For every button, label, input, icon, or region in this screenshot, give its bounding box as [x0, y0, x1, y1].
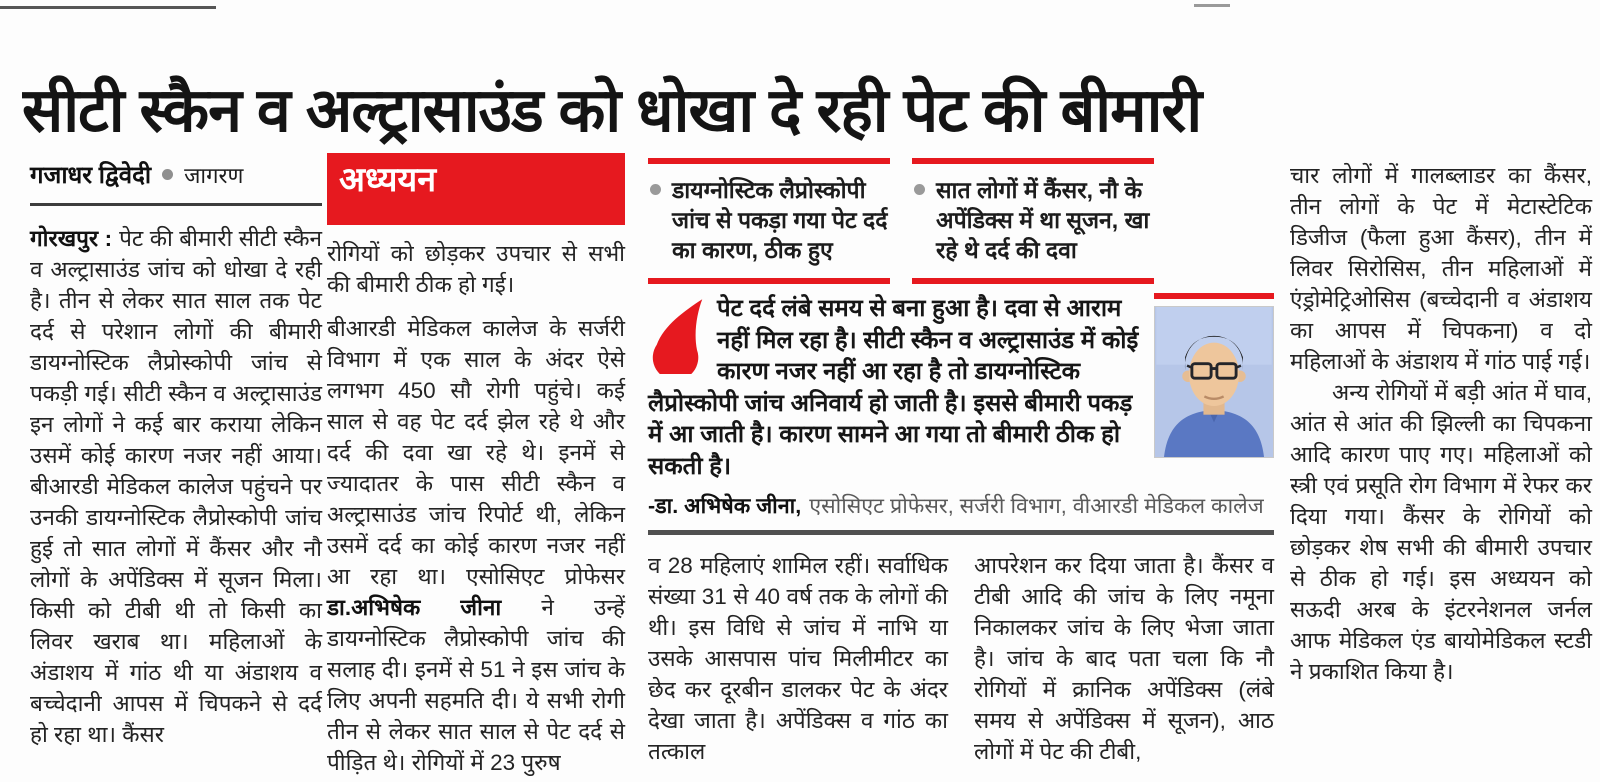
quote-mark-icon — [648, 298, 704, 374]
article-column-2 — [327, 153, 625, 778]
doctor-name: डा.अभिषेक जीना — [327, 594, 502, 620]
column3-paragraph: व 28 महिलाएं शामिल रहीं। सर्वाधिक संख्या 31 से 40 वर्ष तक के लोगों की थी। इस विधि से जांच में नाभि या उसके आसपास पांच मिलीमीटर का छेद कर दूरबीन डालकर पेट के अंदर देखा जाता है। अपेंडिक्स व गांठ का तत्काल — [648, 553, 948, 764]
column5-paragraph-1: चार लोगों में गालब्लाडर का कैंसर, तीन लोगों के पेट में मेटास्टेटिक डिजीज (फैला हुआ कैंसर), तीन में लिवर सिरोसिस, तीन महिलाओं में एंड्रोमेट्रिओसिस (बच्चेदानी व अंडाशय का आपस में चिपकना) व दो महिलाओं के अंडाशय में गांठ पाई गई। — [1290, 163, 1592, 374]
highlight-text: सात लोगों में कैंसर, नौ के अपेंडिक्स में था सूजन, खा रहे थे दर्द की दवा — [936, 177, 1150, 263]
quote-text: पेट दर्द लंबे समय से बना हुआ है। दवा से आराम नहीं मिल रहा है। सीटी स्कैन व अल्ट्रासाउंड में कोई कारण नजर नहीं आ रहा है तो डायग्नोस्टिक लैप्रोस्कोपी जांच अनिवार्य हो जाती है। इससे बीमारी पकड़ में आ जाती है। कारण सामने आ गया तो बीमारी ठीक हो सकती है। — [648, 295, 1139, 480]
byline-author: गजाधर द्विवेदी — [30, 162, 152, 189]
page-title: सीटी स्कैन व अल्ट्रासाउंड को धोखा दे रही पेट की बीमारी — [22, 75, 1202, 144]
column5-paragraph-2: अन्य रोगियों में बड़ी आंत में घाव, आंत से आंत की झिल्ली का चिपकना आदि कारण पाए गए। महिलाओं को स्त्री एवं प्रसूति रोग विभाग में रेफर कर दिया गया। कैंसर के रोगियों को छोड़कर शेष सभी की बीमारी उपचार से ठीक हो गई। इस अध्ययन को सऊदी अरब के इंटरनेशनल जर्नल आफ मेडिकल एंड बायोमेडिकल स्टडी ने प्रकाशित किया है। — [1290, 380, 1592, 684]
dateline: गोरखपुर : — [30, 226, 113, 251]
column2-text-a: बीआरडी मेडिकल कालेज के सर्जरी विभाग में एक साल के अंदर ऐसे लगभग 450 सौ रोगी पहुंचे। कई साल से वह पेट दर्द झेल रहे थे और दर्द की दवा खा रहे थे। इनमें से ज्यादातर के पास सीटी स्कैन व अल्ट्रासाउंड जांच रिपोर्ट थी, लेकिन उसमें दर्द का कोई कारण नजर नहीं आ रहा था। एसोसिएट प्रोफेसर — [327, 315, 625, 589]
bullet-icon — [162, 169, 173, 180]
middle-lower-columns — [648, 550, 1274, 767]
bullet-icon — [650, 184, 661, 195]
quote-attribution-title: एसोसिएट प्रोफेसर, सर्जरी विभाग, वीआरडी मेडिकल कालेज — [809, 494, 1264, 518]
column1-text: पेट की बीमारी सीटी स्कैन व अल्ट्रासाउंड जांच को धोखा दे रही है। तीन से लेकर सात साल तक पेट दर्द से परेशान लोगों की बीमारी डायग्नोस्टिक लैप्रोस्कोपी जांच से पकड़ी गई। सीटी स्कैन व अल्ट्रासाउंड इन लोगों ने कई बार कराया लेकिन उसमें कोई कारण नजर नहीं आया। बीआरडी मेडिकल कालेज पहुंचने पर उनकी डायग्नोस्टिक लैप्रोस्कोपी जांच हुई तो सात लोगों में कैंसर और नौ लोगों के अपेंडिक्स में सूजन मिला। किसी को टीबी थी तो किसी का लिवर खराब था। महिलाओं के अंडाशय में गांठ थी या अंडाशय व बच्चेदानी आपस में चिपकने से दर्द हो रहा था। कैंसर — [30, 226, 322, 747]
column2-paragraph-2 — [327, 313, 625, 778]
column4-paragraph: आपरेशन कर दिया जाता है। कैंसर व टीबी आदि की जांच के लिए नमूना निकालकर जांच के लिए भेजा जाता है। जांच के बाद पता चला कि नौ रोगियों में क्रानिक अपेंडिक्स (लंबे समय से अपेंडिक्स में सूजन), आठ लोगों में पेट की टीबी, — [974, 553, 1274, 764]
article-column-5 — [1290, 160, 1592, 687]
byline — [30, 158, 322, 191]
column2-paragraph-1: रोगियों को छोड़कर उपचार से सभी की बीमारी ठीक हो गई। — [327, 240, 625, 297]
article-middle-zone — [648, 158, 1274, 767]
scan-edge-artifact — [1194, 4, 1230, 7]
column1-paragraph — [30, 223, 322, 750]
article-column-1 — [30, 158, 322, 750]
quote-attribution — [648, 493, 1274, 519]
section-label: अध्ययन — [339, 161, 437, 199]
section-label-box — [327, 153, 625, 225]
bullet-icon — [914, 184, 925, 195]
column2-text-b: ने उन्हें डायग्नोस्टिक लैप्रोस्कोपी जांच की सलाह दी। इनमें से 51 ने इस जांच के लिए अपनी सहमति दी। ये सभी रोगी तीन से लेकर सात साल से पेट दर्द से पीड़ित थे। रोगियों में 23 पुरुष — [327, 594, 625, 775]
photo-block — [1154, 293, 1274, 482]
photo-red-bar — [1154, 293, 1274, 299]
highlight-box-2 — [912, 158, 1154, 284]
doctor-portrait-photo — [1154, 306, 1274, 458]
divider-line — [648, 530, 1274, 535]
pull-quote-body — [648, 293, 1140, 482]
quote-attribution-name: -डा. अभिषेक जीना, — [648, 494, 802, 518]
highlight-box-1 — [648, 158, 890, 284]
highlight-text: डायग्नोस्टिक लैप्रोस्कोपी जांच से पकड़ा गया पेट दर्द का कारण, ठीक हुए — [672, 177, 888, 263]
scan-edge-artifact — [0, 6, 216, 9]
byline-agency: जागरण — [184, 162, 244, 188]
pull-quote — [648, 293, 1274, 482]
byline-rule — [30, 203, 322, 206]
highlight-row — [648, 158, 1274, 284]
